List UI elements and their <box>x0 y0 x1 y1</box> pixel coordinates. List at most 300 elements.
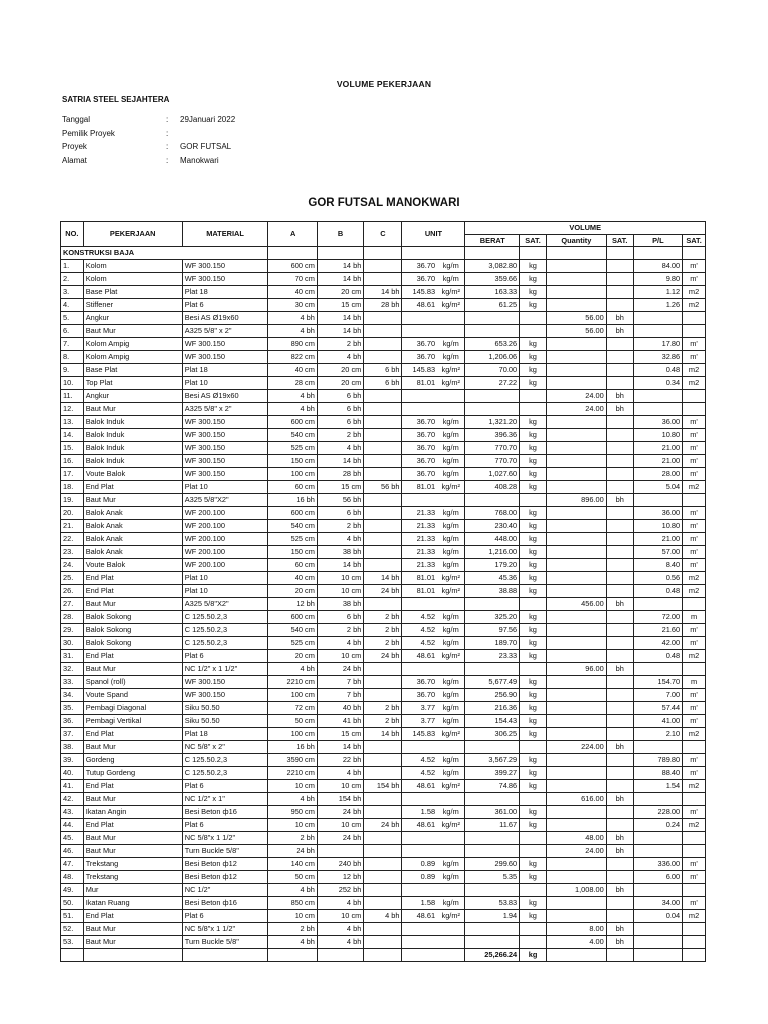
cell-berat-sat <box>520 741 547 754</box>
cell-berat: 299.60 <box>465 858 520 871</box>
cell-material: Plat 10 <box>182 572 268 585</box>
cell-berat-sat: kg <box>520 299 547 312</box>
cell-b: 40 bh <box>317 702 363 715</box>
cell-unit-value <box>402 325 437 338</box>
cell-quantity <box>546 871 606 884</box>
cell-b: 10 cm <box>317 585 363 598</box>
cell-quantity <box>546 364 606 377</box>
cell-no: 32. <box>61 663 84 676</box>
cell-pl-sat: m2 <box>683 910 706 923</box>
cell-pl: 57.44 <box>633 702 683 715</box>
cell-unit-value: 4.52 <box>402 637 437 650</box>
cell-berat: 53.83 <box>465 897 520 910</box>
cell-a: 822 cm <box>268 351 318 364</box>
project-info <box>62 115 235 169</box>
cell-berat-sat <box>520 832 547 845</box>
cell-quantity-sat <box>606 520 633 533</box>
cell-material: Besi Beton ф16 <box>182 897 268 910</box>
cell-berat: 653.26 <box>465 338 520 351</box>
cell-unit-label: kg/m <box>437 611 465 624</box>
cell-b: 2 bh <box>317 520 363 533</box>
cell-pl-sat: m2 <box>683 299 706 312</box>
header-berat-sat: SAT. <box>520 234 547 247</box>
cell-pl: 41.00 <box>633 715 683 728</box>
cell-quantity-sat <box>606 702 633 715</box>
cell-pl-sat: m' <box>683 702 706 715</box>
cell-quantity-sat <box>606 637 633 650</box>
table-row <box>61 832 706 845</box>
cell-berat <box>465 923 520 936</box>
empty-cell <box>683 247 706 260</box>
cell-quantity-sat: bh <box>606 936 633 949</box>
cell-material: Plat 10 <box>182 585 268 598</box>
cell-berat-sat: kg <box>520 468 547 481</box>
cell-c <box>364 559 402 572</box>
cell-pl-sat <box>683 884 706 897</box>
cell-a: 4 bh <box>268 793 318 806</box>
cell-material: NC 5/8" x 2" <box>182 741 268 754</box>
cell-unit-label: kg/m² <box>437 481 465 494</box>
cell-pekerjaan: Baut Mur <box>83 741 182 754</box>
cell-quantity-sat <box>606 533 633 546</box>
cell-c <box>364 533 402 546</box>
cell-no: 50. <box>61 897 84 910</box>
cell-material: Plat 6 <box>182 299 268 312</box>
cell-no: 46. <box>61 845 84 858</box>
cell-pekerjaan: Balok Anak <box>83 507 182 520</box>
cell-pl: 42.00 <box>633 637 683 650</box>
cell-pl-sat <box>683 923 706 936</box>
cell-no: 48. <box>61 871 84 884</box>
cell-material: NC 1/2" x 1" <box>182 793 268 806</box>
info-label: Pemilik Proyek <box>62 128 115 138</box>
cell-unit-label: kg/m <box>437 351 465 364</box>
cell-quantity <box>546 702 606 715</box>
cell-unit-label: kg/m <box>437 676 465 689</box>
cell-berat: 1.94 <box>465 910 520 923</box>
cell-quantity: 224.00 <box>546 741 606 754</box>
cell-no: 24. <box>61 559 84 572</box>
cell-pl-sat <box>683 936 706 949</box>
cell-pl-sat: m' <box>683 455 706 468</box>
cell-pekerjaan: Trekstang <box>83 858 182 871</box>
cell-quantity-sat <box>606 507 633 520</box>
cell-pl: 57.00 <box>633 546 683 559</box>
cell-quantity <box>546 520 606 533</box>
cell-pl: 72.00 <box>633 611 683 624</box>
cell-pekerjaan: Kolom Ampig <box>83 338 182 351</box>
cell-unit-label: kg/m <box>437 273 465 286</box>
cell-berat: 3,082.80 <box>465 260 520 273</box>
cell-b: 10 cm <box>317 650 363 663</box>
cell-berat <box>465 936 520 949</box>
cell-unit-label <box>437 832 465 845</box>
table-row <box>61 702 706 715</box>
cell-unit-value <box>402 832 437 845</box>
cell-pekerjaan: End Plat <box>83 650 182 663</box>
cell-unit-value <box>402 312 437 325</box>
cell-unit-label: kg/m² <box>437 780 465 793</box>
cell-quantity-sat <box>606 871 633 884</box>
table-row <box>61 767 706 780</box>
cell-unit-label: kg/m <box>437 624 465 637</box>
table-row <box>61 390 706 403</box>
cell-a: 890 cm <box>268 338 318 351</box>
cell-quantity-sat <box>606 780 633 793</box>
cell-unit-value: 4.52 <box>402 767 437 780</box>
cell-quantity-sat <box>606 416 633 429</box>
cell-quantity <box>546 819 606 832</box>
cell-unit-value: 48.61 <box>402 650 437 663</box>
cell-berat-sat <box>520 663 547 676</box>
cell-pekerjaan: Gordeng <box>83 754 182 767</box>
cell-berat-sat: kg <box>520 728 547 741</box>
cell-no: 7. <box>61 338 84 351</box>
cell-unit-value: 81.01 <box>402 572 437 585</box>
cell-pl-sat <box>683 741 706 754</box>
cell-no: 29. <box>61 624 84 637</box>
cell-unit-label: kg/m² <box>437 286 465 299</box>
cell-pl: 34.00 <box>633 897 683 910</box>
cell-b: 7 bh <box>317 689 363 702</box>
cell-b: 28 bh <box>317 468 363 481</box>
cell-a: 12 bh <box>268 598 318 611</box>
cell-unit-value <box>402 845 437 858</box>
cell-pl-sat: m' <box>683 416 706 429</box>
cell-c: 24 bh <box>364 585 402 598</box>
cell-berat-sat: kg <box>520 481 547 494</box>
cell-pl-sat: m2 <box>683 650 706 663</box>
cell-berat: 1,206.06 <box>465 351 520 364</box>
cell-b: 6 bh <box>317 403 363 416</box>
cell-pl: 1.26 <box>633 299 683 312</box>
cell-a: 72 cm <box>268 702 318 715</box>
cell-no: 38. <box>61 741 84 754</box>
cell-pl: 2.10 <box>633 728 683 741</box>
cell-pl: 84.00 <box>633 260 683 273</box>
cell-no: 30. <box>61 637 84 650</box>
cell-pl: 10.80 <box>633 429 683 442</box>
cell-unit-label <box>437 845 465 858</box>
cell-berat <box>465 390 520 403</box>
cell-berat-sat: kg <box>520 585 547 598</box>
header-quantity-sat: SAT. <box>606 234 633 247</box>
cell-pl: 21.60 <box>633 624 683 637</box>
cell-pekerjaan: Baut Mur <box>83 663 182 676</box>
cell-quantity <box>546 416 606 429</box>
cell-a: 70 cm <box>268 273 318 286</box>
cell-material: A325 5/8"X2" <box>182 494 268 507</box>
table-row <box>61 559 706 572</box>
cell-quantity-sat <box>606 858 633 871</box>
cell-berat: 189.70 <box>465 637 520 650</box>
cell-berat-sat: kg <box>520 611 547 624</box>
cell-a: 540 cm <box>268 429 318 442</box>
cell-pl-sat <box>683 663 706 676</box>
cell-a: 525 cm <box>268 637 318 650</box>
cell-berat-sat: kg <box>520 689 547 702</box>
cell-a: 4 bh <box>268 312 318 325</box>
cell-berat: 5.35 <box>465 871 520 884</box>
cell-material: WF 300.150 <box>182 429 268 442</box>
cell-berat-sat: kg <box>520 429 547 442</box>
cell-pekerjaan: Spanol (roll) <box>83 676 182 689</box>
cell-pekerjaan: Balok Sokong <box>83 637 182 650</box>
cell-quantity: 8.00 <box>546 923 606 936</box>
cell-c <box>364 494 402 507</box>
cell-no: 22. <box>61 533 84 546</box>
cell-unit-label: kg/m <box>437 338 465 351</box>
cell-unit-label: kg/m <box>437 416 465 429</box>
empty-cell <box>683 949 706 962</box>
cell-b: 14 bh <box>317 559 363 572</box>
cell-c <box>364 663 402 676</box>
cell-b: 24 bh <box>317 663 363 676</box>
cell-b: 4 bh <box>317 351 363 364</box>
cell-berat: 359.66 <box>465 273 520 286</box>
cell-b: 4 bh <box>317 923 363 936</box>
cell-pekerjaan: Baut Mur <box>83 832 182 845</box>
cell-pekerjaan: End Plat <box>83 481 182 494</box>
cell-unit-label: kg/m² <box>437 728 465 741</box>
cell-quantity-sat: bh <box>606 598 633 611</box>
cell-pl <box>633 793 683 806</box>
cell-berat-sat: kg <box>520 819 547 832</box>
cell-c <box>364 845 402 858</box>
cell-c: 56 bh <box>364 481 402 494</box>
cell-quantity: 4.00 <box>546 936 606 949</box>
table-row <box>61 442 706 455</box>
cell-no: 34. <box>61 689 84 702</box>
empty-cell <box>546 247 606 260</box>
cell-pekerjaan: Trekstang <box>83 871 182 884</box>
cell-pl-sat: m' <box>683 767 706 780</box>
table-row <box>61 546 706 559</box>
cell-c <box>364 676 402 689</box>
cell-c <box>364 598 402 611</box>
cell-quantity <box>546 559 606 572</box>
cell-quantity-sat: bh <box>606 923 633 936</box>
cell-material: Plat 6 <box>182 910 268 923</box>
cell-quantity <box>546 546 606 559</box>
cell-b: 4 bh <box>317 533 363 546</box>
cell-material: WF 300.150 <box>182 338 268 351</box>
cell-a: 2 bh <box>268 923 318 936</box>
cell-a: 10 cm <box>268 819 318 832</box>
cell-unit-label: kg/m² <box>437 572 465 585</box>
cell-berat: 448.00 <box>465 533 520 546</box>
cell-material: NC 1/2" x 1 1/2" <box>182 663 268 676</box>
cell-quantity-sat: bh <box>606 403 633 416</box>
cell-quantity-sat: bh <box>606 663 633 676</box>
empty-cell <box>465 247 520 260</box>
cell-quantity-sat: bh <box>606 325 633 338</box>
cell-pl: 789.80 <box>633 754 683 767</box>
cell-pl-sat <box>683 494 706 507</box>
cell-unit-label: kg/m <box>437 767 465 780</box>
cell-berat-sat: kg <box>520 702 547 715</box>
cell-berat: 1,027.60 <box>465 468 520 481</box>
cell-unit-value: 36.70 <box>402 676 437 689</box>
cell-a: 600 cm <box>268 611 318 624</box>
cell-c: 14 bh <box>364 572 402 585</box>
cell-pekerjaan: End Plat <box>83 585 182 598</box>
cell-berat: 11.67 <box>465 819 520 832</box>
cell-c <box>364 390 402 403</box>
cell-pl-sat: m2 <box>683 780 706 793</box>
empty-cell <box>606 247 633 260</box>
cell-c <box>364 442 402 455</box>
cell-pl <box>633 494 683 507</box>
cell-berat-sat: kg <box>520 507 547 520</box>
cell-berat-sat <box>520 793 547 806</box>
cell-unit-label: kg/m <box>437 858 465 871</box>
cell-pekerjaan: End Plat <box>83 728 182 741</box>
cell-pl-sat: m' <box>683 637 706 650</box>
cell-berat: 74.86 <box>465 780 520 793</box>
cell-pl-sat: m2 <box>683 364 706 377</box>
cell-a: 28 cm <box>268 377 318 390</box>
header-quantity: Quantity <box>546 234 606 247</box>
cell-quantity: 56.00 <box>546 325 606 338</box>
cell-material: WF 200.100 <box>182 507 268 520</box>
cell-berat <box>465 598 520 611</box>
cell-c: 4 bh <box>364 910 402 923</box>
cell-pekerjaan: Baut Mur <box>83 793 182 806</box>
cell-material: WF 200.100 <box>182 520 268 533</box>
cell-pl-sat <box>683 845 706 858</box>
project-title: GOR FUTSAL MANOKWARI <box>308 197 460 209</box>
cell-b: 7 bh <box>317 676 363 689</box>
cell-pekerjaan: Baut Mur <box>83 936 182 949</box>
cell-berat: 97.56 <box>465 624 520 637</box>
cell-berat-sat: kg <box>520 754 547 767</box>
cell-pekerjaan: End Plat <box>83 780 182 793</box>
cell-c: 14 bh <box>364 728 402 741</box>
cell-unit-label: kg/m² <box>437 364 465 377</box>
cell-material: WF 200.100 <box>182 559 268 572</box>
cell-unit-value: 1.58 <box>402 806 437 819</box>
cell-material: A325 5/8" x 2" <box>182 325 268 338</box>
table-row <box>61 481 706 494</box>
cell-pekerjaan: Baut Mur <box>83 845 182 858</box>
cell-material: C 125.50.2,3 <box>182 754 268 767</box>
cell-berat: 154.43 <box>465 715 520 728</box>
cell-material: A325 5/8" x 2" <box>182 403 268 416</box>
cell-pl-sat: m' <box>683 520 706 533</box>
cell-b: 14 bh <box>317 260 363 273</box>
cell-a: 2210 cm <box>268 767 318 780</box>
table-row <box>61 858 706 871</box>
cell-pekerjaan: Pembagi Vertikal <box>83 715 182 728</box>
cell-pekerjaan: Balok Sokong <box>83 624 182 637</box>
cell-no: 1. <box>61 260 84 273</box>
cell-quantity-sat <box>606 429 633 442</box>
table-row <box>61 338 706 351</box>
header-pl: P/L <box>633 234 683 247</box>
table-row <box>61 819 706 832</box>
cell-c: 2 bh <box>364 624 402 637</box>
cell-berat: 179.20 <box>465 559 520 572</box>
table-row <box>61 884 706 897</box>
empty-cell <box>268 949 318 962</box>
cell-pl <box>633 936 683 949</box>
cell-pl: 21.00 <box>633 442 683 455</box>
cell-c: 154 bh <box>364 780 402 793</box>
cell-unit-value: 21.33 <box>402 533 437 546</box>
cell-a: 100 cm <box>268 468 318 481</box>
cell-quantity: 24.00 <box>546 390 606 403</box>
info-value: 29Januari 2022 <box>180 115 236 124</box>
cell-c <box>364 338 402 351</box>
header-c: C <box>364 222 402 247</box>
cell-c <box>364 273 402 286</box>
cell-a: 50 cm <box>268 715 318 728</box>
cell-berat: 38.88 <box>465 585 520 598</box>
cell-pl: 7.00 <box>633 689 683 702</box>
cell-quantity-sat <box>606 286 633 299</box>
cell-pekerjaan: Kolom Ampig <box>83 351 182 364</box>
cell-no: 42. <box>61 793 84 806</box>
cell-quantity <box>546 754 606 767</box>
cell-c <box>364 416 402 429</box>
cell-quantity-sat: bh <box>606 741 633 754</box>
cell-pl-sat <box>683 403 706 416</box>
cell-unit-value: 81.01 <box>402 481 437 494</box>
cell-b: 2 bh <box>317 624 363 637</box>
header-volume: VOLUME <box>465 222 706 235</box>
cell-quantity <box>546 429 606 442</box>
cell-pekerjaan: Balok Induk <box>83 455 182 468</box>
cell-material: Besi AS Ø19x60 <box>182 312 268 325</box>
cell-quantity-sat: bh <box>606 390 633 403</box>
cell-a: 4 bh <box>268 884 318 897</box>
cell-a: 100 cm <box>268 689 318 702</box>
cell-unit-label: kg/m² <box>437 377 465 390</box>
cell-a: 16 bh <box>268 494 318 507</box>
cell-c: 2 bh <box>364 637 402 650</box>
cell-unit-value <box>402 884 437 897</box>
info-colon: : <box>166 128 169 138</box>
cell-no: 31. <box>61 650 84 663</box>
cell-unit-value <box>402 494 437 507</box>
cell-quantity <box>546 715 606 728</box>
cell-unit-value: 36.70 <box>402 468 437 481</box>
info-row-pemilik <box>62 129 235 143</box>
cell-unit-label <box>437 923 465 936</box>
cell-unit-label <box>437 663 465 676</box>
cell-c <box>364 455 402 468</box>
cell-pl: 1.12 <box>633 286 683 299</box>
cell-material: Plat 18 <box>182 286 268 299</box>
table-row <box>61 494 706 507</box>
cell-unit-value: 36.70 <box>402 442 437 455</box>
cell-quantity: 896.00 <box>546 494 606 507</box>
cell-quantity <box>546 507 606 520</box>
cell-a: 950 cm <box>268 806 318 819</box>
table-row <box>61 871 706 884</box>
cell-b: 6 bh <box>317 390 363 403</box>
cell-a: 4 bh <box>268 403 318 416</box>
cell-quantity-sat: bh <box>606 312 633 325</box>
total-berat-sat: kg <box>520 949 547 962</box>
cell-pl: 36.00 <box>633 416 683 429</box>
cell-a: 40 cm <box>268 572 318 585</box>
cell-material: Siku 50.50 <box>182 715 268 728</box>
cell-b: 41 bh <box>317 715 363 728</box>
cell-berat: 325.20 <box>465 611 520 624</box>
cell-material: Plat 10 <box>182 377 268 390</box>
